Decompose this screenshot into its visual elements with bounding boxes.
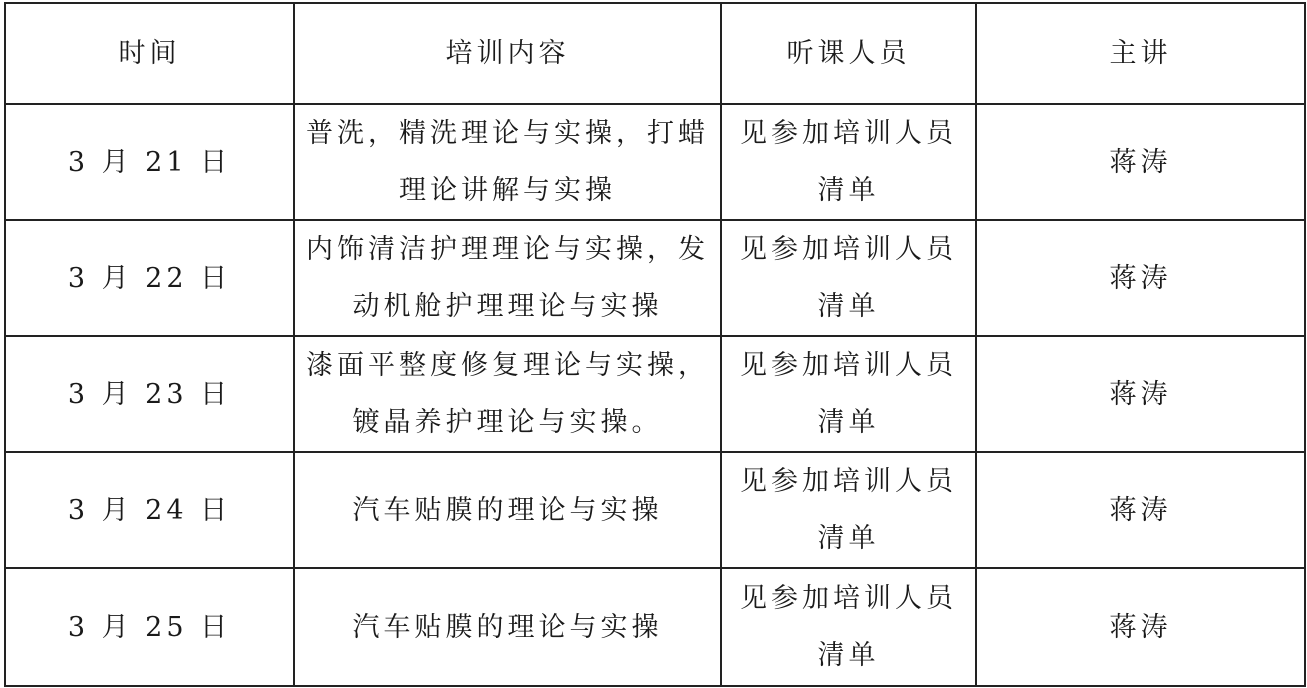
- cell-time: 3 月 25 日: [5, 568, 294, 686]
- cell-attendees: 见参加培训人员清单: [721, 220, 976, 336]
- cell-content: 汽车贴膜的理论与实操: [294, 452, 721, 568]
- cell-content: 普洗，精洗理论与实操，打蜡理论讲解与实操: [294, 104, 721, 220]
- cell-content: 漆面平整度修复理论与实操，镀晶养护理论与实操。: [294, 336, 721, 452]
- cell-lecturer: 蒋涛: [976, 568, 1305, 686]
- cell-time: 3 月 24 日: [5, 452, 294, 568]
- table-row: [5, 104, 1305, 220]
- cell-attendees: 见参加培训人员清单: [721, 568, 976, 686]
- table-row: [5, 220, 1305, 336]
- cell-attendees: 见参加培训人员清单: [721, 336, 976, 452]
- training-schedule-table: [4, 2, 1306, 687]
- header-content: 培训内容: [294, 3, 721, 104]
- cell-time: 3 月 21 日: [5, 104, 294, 220]
- cell-content: 汽车贴膜的理论与实操: [294, 568, 721, 686]
- table-row: [5, 452, 1305, 568]
- cell-lecturer: 蒋涛: [976, 452, 1305, 568]
- cell-attendees: 见参加培训人员清单: [721, 104, 976, 220]
- table-row: [5, 568, 1305, 686]
- cell-time: 3 月 23 日: [5, 336, 294, 452]
- table-row: [5, 336, 1305, 452]
- cell-attendees: 见参加培训人员清单: [721, 452, 976, 568]
- cell-content: 内饰清洁护理理论与实操，发动机舱护理理论与实操: [294, 220, 721, 336]
- header-attendees: 听课人员: [721, 3, 976, 104]
- header-time: 时间: [5, 3, 294, 104]
- cell-lecturer: 蒋涛: [976, 104, 1305, 220]
- cell-lecturer: 蒋涛: [976, 336, 1305, 452]
- table-header-row: [5, 3, 1305, 104]
- cell-time: 3 月 22 日: [5, 220, 294, 336]
- cell-lecturer: 蒋涛: [976, 220, 1305, 336]
- header-lecturer: 主讲: [976, 3, 1305, 104]
